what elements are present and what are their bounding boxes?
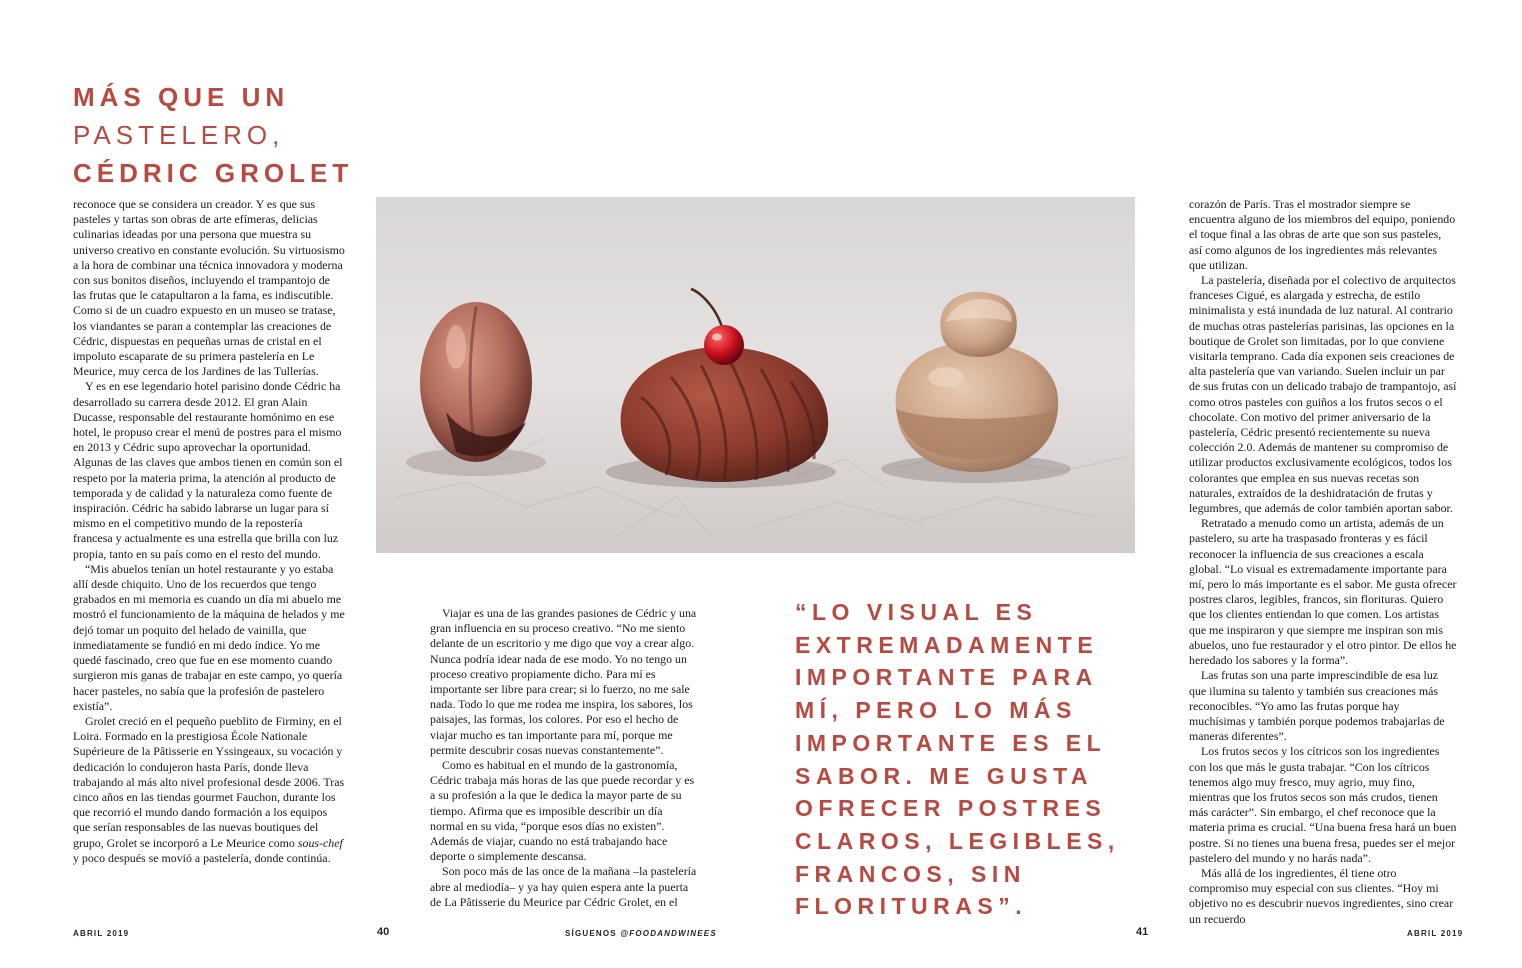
paragraph: reconoce que se considera un creador. Y es que sus pasteles y tartas son obras de arte efímeras, delicias culinarias ideadas por una persona que muestra su universo creativo en constante evolución. Su virtuosismo a la hora de combinar una técnica innovadora y moderna con sus bonitos diseños, incluyendo el trampantojo de las frutas que le catapultaron a la fama, es indiscutible. Como si de un cuadro expuesto en un museo se tratase, los viandantes se paran a contemplar las creaciones de Cédric, dispuestas en pequeñas urnas de cristal en el impoluto escaparate de su primera pastelería en Le Meurice, muy cerca de los Jardines de las Tullerías.	[73, 197, 345, 379]
paragraph: Y es en ese legendario hotel parisino donde Cédric ha desarrollado su carrera desde 2012. El gran Alain Ducasse, responsable del restaurante homónimo en ese hotel, le propuso crear el menú de postres para el mismo en 2013 y Cédric supo aprovechar la oportunidad. Algunas de las claves que ambos tienen en común son el respeto por la materia prima, la atención al producto de temporada y de calidad y la naturaleza como fuente de inspiración. Cédric ha sabido labrarse un lugar para sí mismo en el competitivo mundo de la repostería francesa y actualmente es una estrella que brilla con luz propia, tanto en su país como en el resto del mundo.	[73, 379, 343, 561]
paragraph: “Mis abuelos tenían un hotel restaurante y yo estaba allí desde chiquito. Uno de los recuerdos que tengo grabados en mi memoria es cuando un día mi abuelo me mostró el funcionamiento de la máquina de helados y me dejó tomar un poquito del helado de vainilla, que inmediatamente se fundió en mi dedo índice. Yo me quedé fascinado, creo que fue en ese momento cuando surgieron mis ganas de trabajar en este campo, yo quería hacer pasteles, no sabía que la profesión de pastelero existía”.	[73, 561, 345, 713]
pull-quote-line: IMPORTANTE PARA	[795, 664, 1098, 691]
paragraph: corazón de París. Tras el mostrador siempre se encuentra alguno de los miembros del equipo, poniendo el toque final a las obras de arte que son sus pasteles, así como algunos de los ingredientes más relevantes que utilizan.	[1189, 197, 1456, 272]
page-number-right: 41	[1136, 926, 1149, 938]
article-column-1	[73, 197, 345, 915]
pull-quote-line: EXTREMADAMENTE	[795, 631, 1099, 658]
pull-quote-line: OFRECER POSTRES	[795, 795, 1107, 822]
pull-quote-line: IMPORTANTE ES EL	[795, 729, 1107, 756]
paragraph-text: y poco después se movió a pastelería, donde continúa.	[73, 850, 331, 865]
dessert-photo	[376, 197, 1135, 553]
social-prefix: SÍGUENOS	[565, 929, 621, 938]
pull-quote-line: FRANCOS, SIN	[795, 860, 1026, 887]
dessert-photo-illustration	[376, 197, 1135, 553]
paragraph: Son poco más de las once de la mañana –la pastelería abre al mediodía– y ya hay quien espera ante la puerta de La Pâtisserie du Meurice par Cédric Grolet, en el	[430, 864, 697, 909]
paragraph-text: Grolet creció en el pequeño pueblito de Firminy, en el Loira. Formado en la prestigiosa École Nationale Supérieure de la Pâtisserie en Yssingeaux, su vocación y dedicación lo condujeron hasta París, donde lleva trabajando al más alto nivel profesional desde 2006. Tras cinco años en las tiendas gourmet Fauchon, durante los que recorrió el mundo dando formación a los equipos que serían responsables de las nuevas boutiques del grupo, Grolet se incorporó a Le Meurice como	[73, 713, 345, 850]
paragraph: Las frutas son una parte imprescindible de esa luz que ilumina su talento y también sus creaciones más reconocibles. “Yo amo las frutas porque hay muchísimas y también porque podemos trabajarlas de maneras diferentes”.	[1189, 668, 1445, 744]
pull-quote-line: MÍ, PERO LO MÁS	[795, 697, 1077, 724]
cherry	[704, 325, 744, 365]
paragraph: Viajar es una de las grandes pasiones de Cédric y una gran influencia en su proceso creativo. “No me siento delante de un escritorio y me digo que voy a crear algo. Nunca podría idear nada de ese modo. Yo no tengo un proceso creativo propiamente dicho. Para mí es importante ser libre para crear; si lo fuerzo, no me sale nada. Todo lo que me rodea me inspira, los sabores, los paisajes, las formas, los colores. Por eso el hecho de viajar mucho es tan importante para mí, porque me permite descubrir cosas nuevas constantemente”.	[430, 606, 697, 757]
pull-quote-line: SABOR. ME GUSTA	[795, 762, 1094, 789]
headline-line-2: PASTELERO,	[73, 120, 285, 150]
paragraph	[73, 714, 345, 866]
paragraph: La pastelería, diseñada por el colectivo de arquitectos franceses Cigué, es alargada y estrecha, de estilo minimalista y está inundada de luz natural. Al contrario de muchas otras pastelerías parisinas, las opciones en la boutique de Grolet son limitadas, por lo que conviene visitarla temprano. Cada día exponen seis creaciones de alta pastelería que van variando. Suelen incluir un par de sus frutas con un delicado trabajo de trampantojo, así como otros pasteles con guiños a los frutos secos o el chocolate. Con motivo del primer aniversario de la pastelería, Cédric presentó recientemente su nueva colección 2.0. Además de mantener su compromiso de utilizar productos exclusivamente ecológicos, todos los colorantes que emplea en sus nuevas recetas son naturales, extraídos de la deshidratación de frutas y legumbres, que además de color también aportan sabor.	[1189, 273, 1457, 516]
paragraph: Los frutos secos y los cítricos son los ingredientes con los que más le gusta trabajar. “Con los cítricos tenemos algo muy fresco, muy agrio, muy fino, mientras que los frutos secos son más crudos, tienen más carácter”. Sin embargo, el chef reconoce que la materia prima es crucial. “Una buena fresa hará un buen postre. Si no tienes una buena fresa, puedes ser el mejor pastelero del mundo y no harás nada”.	[1189, 744, 1457, 865]
pull-quote-line: CLAROS, LEGIBLES,	[795, 827, 1120, 854]
trompe-loeil-fruit	[420, 302, 532, 462]
headline-line-3: CÉDRIC GROLET	[73, 158, 354, 188]
headline-line-1: MÁS QUE UN	[73, 82, 290, 112]
italic-term: sous-chef	[297, 835, 343, 850]
footer-date-left: ABRIL 2019	[73, 929, 130, 938]
pull-quote-line: “LO VISUAL ES	[795, 599, 1038, 625]
pull-quote	[795, 596, 1155, 923]
headline	[73, 78, 373, 192]
paragraph: Retratado a menudo como un artista, además de un pastelero, su arte ha traspasado fronteras y es fácil reconocer la influencia de sus creaciones a escala global. “Lo visual es extremadamente importante para mí, pero lo más importante es el sabor. Me gusta ofrecer postres claros, legibles, francos, sin florituras. Quiero que los clientes entiendan lo que comen. Los artistas que me inspiraron y que siempre me inspiran son mis abuelos, uno fue restaurador y el otro pintor. De ellos he heredado los sabores y la forma”.	[1189, 516, 1457, 668]
social-handle: @FOODANDWINEES	[620, 929, 717, 938]
footer-date-right: ABRIL 2019	[1407, 929, 1464, 938]
article-column-2	[430, 606, 698, 916]
article-column-4	[1189, 197, 1457, 926]
page-number-left: 40	[377, 926, 390, 938]
footer-social	[565, 929, 717, 938]
paragraph: Como es habitual en el mundo de la gastronomía, Cédric trabaja más horas de las que puede recordar y es a su profesión a la que le dedica la mayor parte de su tiempo. Afirma que es imposible describir un día normal en su vida, “porque esos días no existen”. Además de viajar, cuando no está trabajando hace deporte o simplemente descansa.	[430, 758, 695, 864]
paragraph: Más allá de los ingredientes, él tiene otro compromiso muy especial con sus clientes. “Hoy mi objetivo no es descubrir nuevos ingredientes, sino crear un recuerdo	[1189, 865, 1454, 926]
pull-quote-line: FLORITURAS”.	[795, 893, 1028, 920]
